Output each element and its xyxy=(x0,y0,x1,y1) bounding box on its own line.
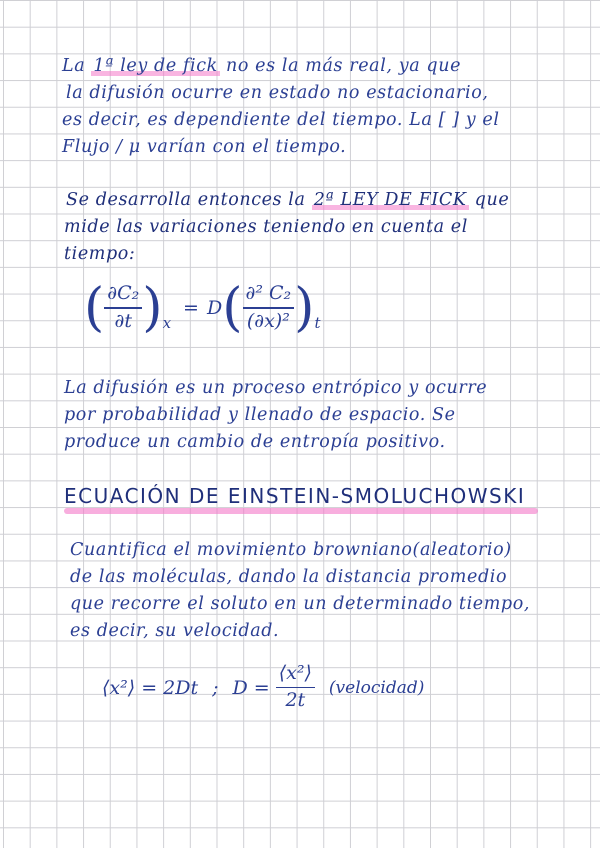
right-paren: ) xyxy=(142,278,163,338)
fraction-bar xyxy=(104,307,142,309)
rhs-fraction xyxy=(243,284,295,331)
lhs-fraction xyxy=(104,284,142,331)
separator: ; xyxy=(212,676,219,699)
velocity-fraction xyxy=(276,664,315,711)
velocity-note: (velocidad) xyxy=(328,677,425,698)
p3-line2: por probabilidad y llenado de espacio. Se xyxy=(64,405,456,425)
p1-line2: la difusión ocurre en estado no estacionario, xyxy=(66,83,489,103)
lhs-denominator: ∂t xyxy=(114,309,133,332)
p3-line1: La difusión es un proceso entrópico y ocurre xyxy=(64,378,488,398)
p4-line1: Cuantifica el movimiento browniano(aleatorio) xyxy=(70,540,512,560)
p1-line1-end: no es la más real, ya que xyxy=(219,56,462,76)
einstein-smoluchowski-equation xyxy=(102,664,424,711)
p1-line1-start: La xyxy=(62,56,92,76)
p2-line1 xyxy=(66,190,509,210)
diffusion-coefficient: D xyxy=(206,297,223,319)
fraction-bar-3 xyxy=(276,687,315,689)
p2-line3: tiempo: xyxy=(64,244,136,264)
p1-line1 xyxy=(62,56,461,76)
lhs-numerator: ∂C₂ xyxy=(107,282,140,305)
mean-square-displacement: ⟨x²⟩ = 2Dt xyxy=(102,676,199,699)
left-paren: ( xyxy=(84,278,105,338)
velocity-numerator: ⟨x²⟩ xyxy=(278,662,312,684)
p4-line3: que recorre el soluto en un determinado tiempo, xyxy=(70,594,531,614)
p2-line2: mide las variaciones teniendo en cuenta el xyxy=(64,217,468,237)
heading-highlight-underline xyxy=(64,508,538,514)
velocity-denominator: 2t xyxy=(285,689,306,712)
right-paren-2: ) xyxy=(294,278,315,338)
equals-sign: = xyxy=(183,297,199,319)
fraction-bar-2 xyxy=(243,307,295,309)
second-fick-law-highlight: 2ª LEY DE FICK xyxy=(313,190,467,210)
first-fick-law-highlight: 1ª ley de fick xyxy=(93,56,218,76)
p1-line3: es decir, es dependiente del tiempo. La [ ] y el xyxy=(62,110,500,130)
left-paren-2: ( xyxy=(222,278,243,338)
rhs-subscript: t xyxy=(314,314,321,332)
p4-line4: es decir, su velocidad. xyxy=(70,621,280,641)
section-heading: ECUACIÓN DE EINSTEIN-SMOLUCHOWSKI xyxy=(64,484,526,508)
p2-line1-start: Se desarrolla entonces la xyxy=(66,190,312,210)
lhs-subscript: x xyxy=(162,314,172,332)
d-equals: D = xyxy=(232,676,270,699)
p4-line2: de las moléculas, dando la distancia promedio xyxy=(70,567,508,587)
p2-line1-end: que xyxy=(468,190,510,210)
rhs-denominator: (∂x)² xyxy=(246,309,290,332)
p3-line3: produce un cambio de entropía positivo. xyxy=(64,432,446,452)
p1-line4: Flujo / μ varían con el tiempo. xyxy=(62,137,347,157)
rhs-numerator: ∂² C₂ xyxy=(245,282,292,305)
fick-second-law-equation xyxy=(84,278,321,338)
